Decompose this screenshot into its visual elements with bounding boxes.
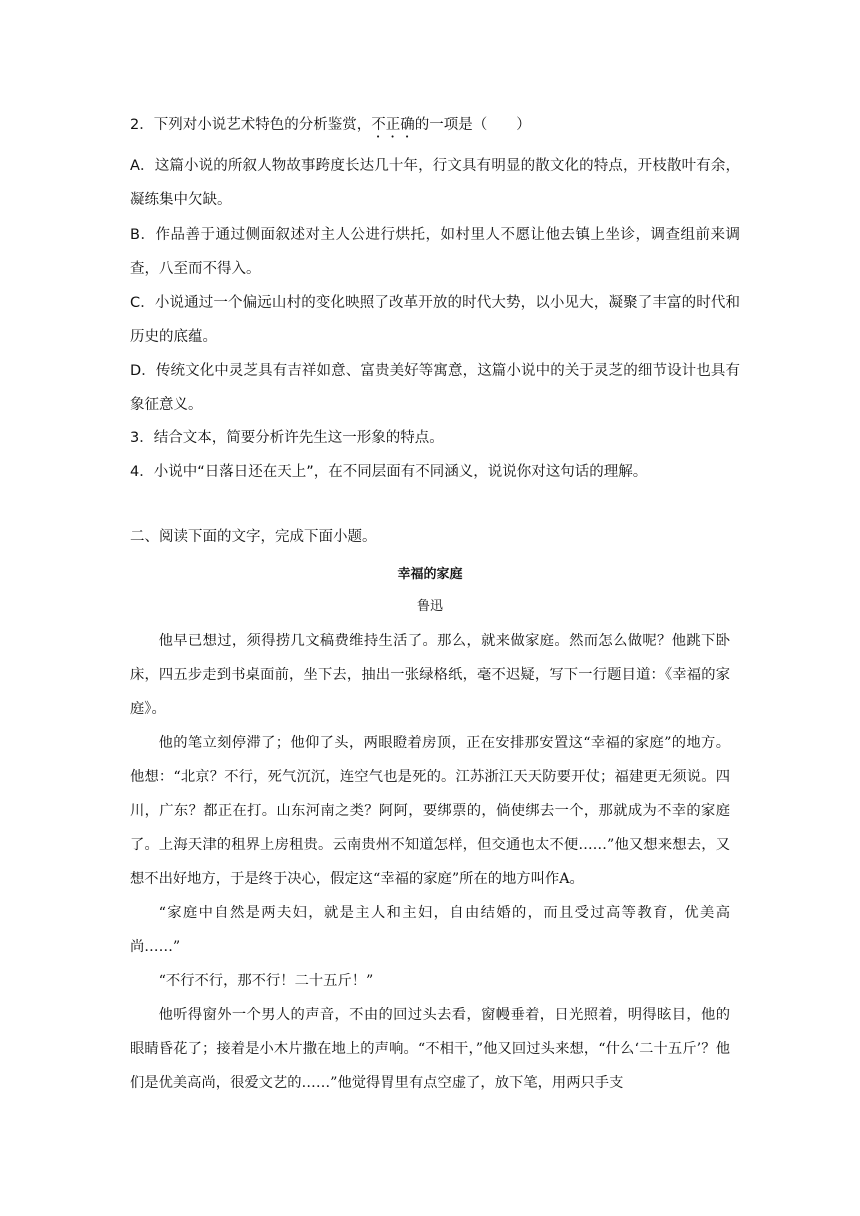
question-2 — [130, 115, 740, 141]
question-2-prefix: 2．下列对小说艺术特色的分析鉴赏， — [130, 117, 372, 133]
question-4: 4．小说中“日落日还在天上”，在不同层面有不同涵义，说说你对这句话的理解。 — [130, 464, 648, 480]
question-2-suffix: 的一项是（ ） — [414, 117, 531, 133]
question-2-emphasis: 不正确 — [371, 117, 415, 133]
story-paragraph-3: “家庭中自然是两夫妇，就是主人和主妇，自由结婚的，而且受过高等教育，优美高尚……” — [130, 905, 730, 955]
option-a: A．这篇小说的所叙人物故事跨度长达几十年，行文具有明显的散文化的特点，开枝散叶有余，凝练集中欠缺。 — [130, 158, 740, 208]
option-b: B．作品善于通过侧面叙述对主人公进行烘托，如村里人不愿让他去镇上坐诊，调查组前来调查，八至而不得入。 — [130, 227, 740, 277]
story-author: 鲁迅 — [416, 599, 443, 614]
story-title: 幸福的家庭 — [397, 567, 463, 582]
story-paragraph-2: 他的笔立刻停滞了；他仰了头，两眼瞪着房顶，正在安排那安置这“幸福的家庭”的地方。他想：“北京？不行，死气沉沉，连空气也是死的。江苏浙江天天防要开仗；福建更无须说。四川，广东？都正在打。山东河南之类？阿阿，要绑票的，倘使绑去一个，那就成为不幸的家庭了。上海天津的租界上房租贵。云南贵州不知道怎样，但交通也太不便……”他又想来想去，又想不出好地方，于是终于决心，假定这“幸福的家庭”所在的地方叫作A。 — [130, 735, 730, 887]
option-c: C．小说通过一个偏远山村的变化映照了改革开放的时代大势，以小见大，凝聚了丰富的时代和历史的底蕴。 — [130, 295, 740, 345]
story-paragraph-5: 他听得窗外一个男人的声音，不由的回过头去看，窗幔垂着，日光照着，明得眩目，他的眼睛昏花了；接着是小木片撒在地上的声响。“不相干，”他又回过头来想，“什么‘二十五斤’？他们是优美高尚，很爱文艺的……”他觉得胃里有点空虚了，放下笔，用两只手支 — [130, 1007, 730, 1091]
section-heading: 二、阅读下面的文字，完成下面小题。 — [130, 529, 377, 545]
option-d: D．传统文化中灵芝具有吉祥如意、富贵美好等寓意，这篇小说中的关于灵芝的细节设计也具有象征意义。 — [130, 363, 740, 413]
question-3: 3．结合文本，简要分析许先生这一形象的特点。 — [130, 430, 444, 446]
story-paragraph-1: 他早已想过，须得捞几文稿费维持生活了。那么，就来做家庭。然而怎么做呢？他跳下卧床，四五步走到书桌面前，坐下去，抽出一张绿格纸，毫不迟疑，写下一行题目道：《幸福的家庭》。 — [130, 633, 730, 717]
story-paragraph-4: “不行不行，那不行！二十五斤！” — [158, 973, 374, 989]
